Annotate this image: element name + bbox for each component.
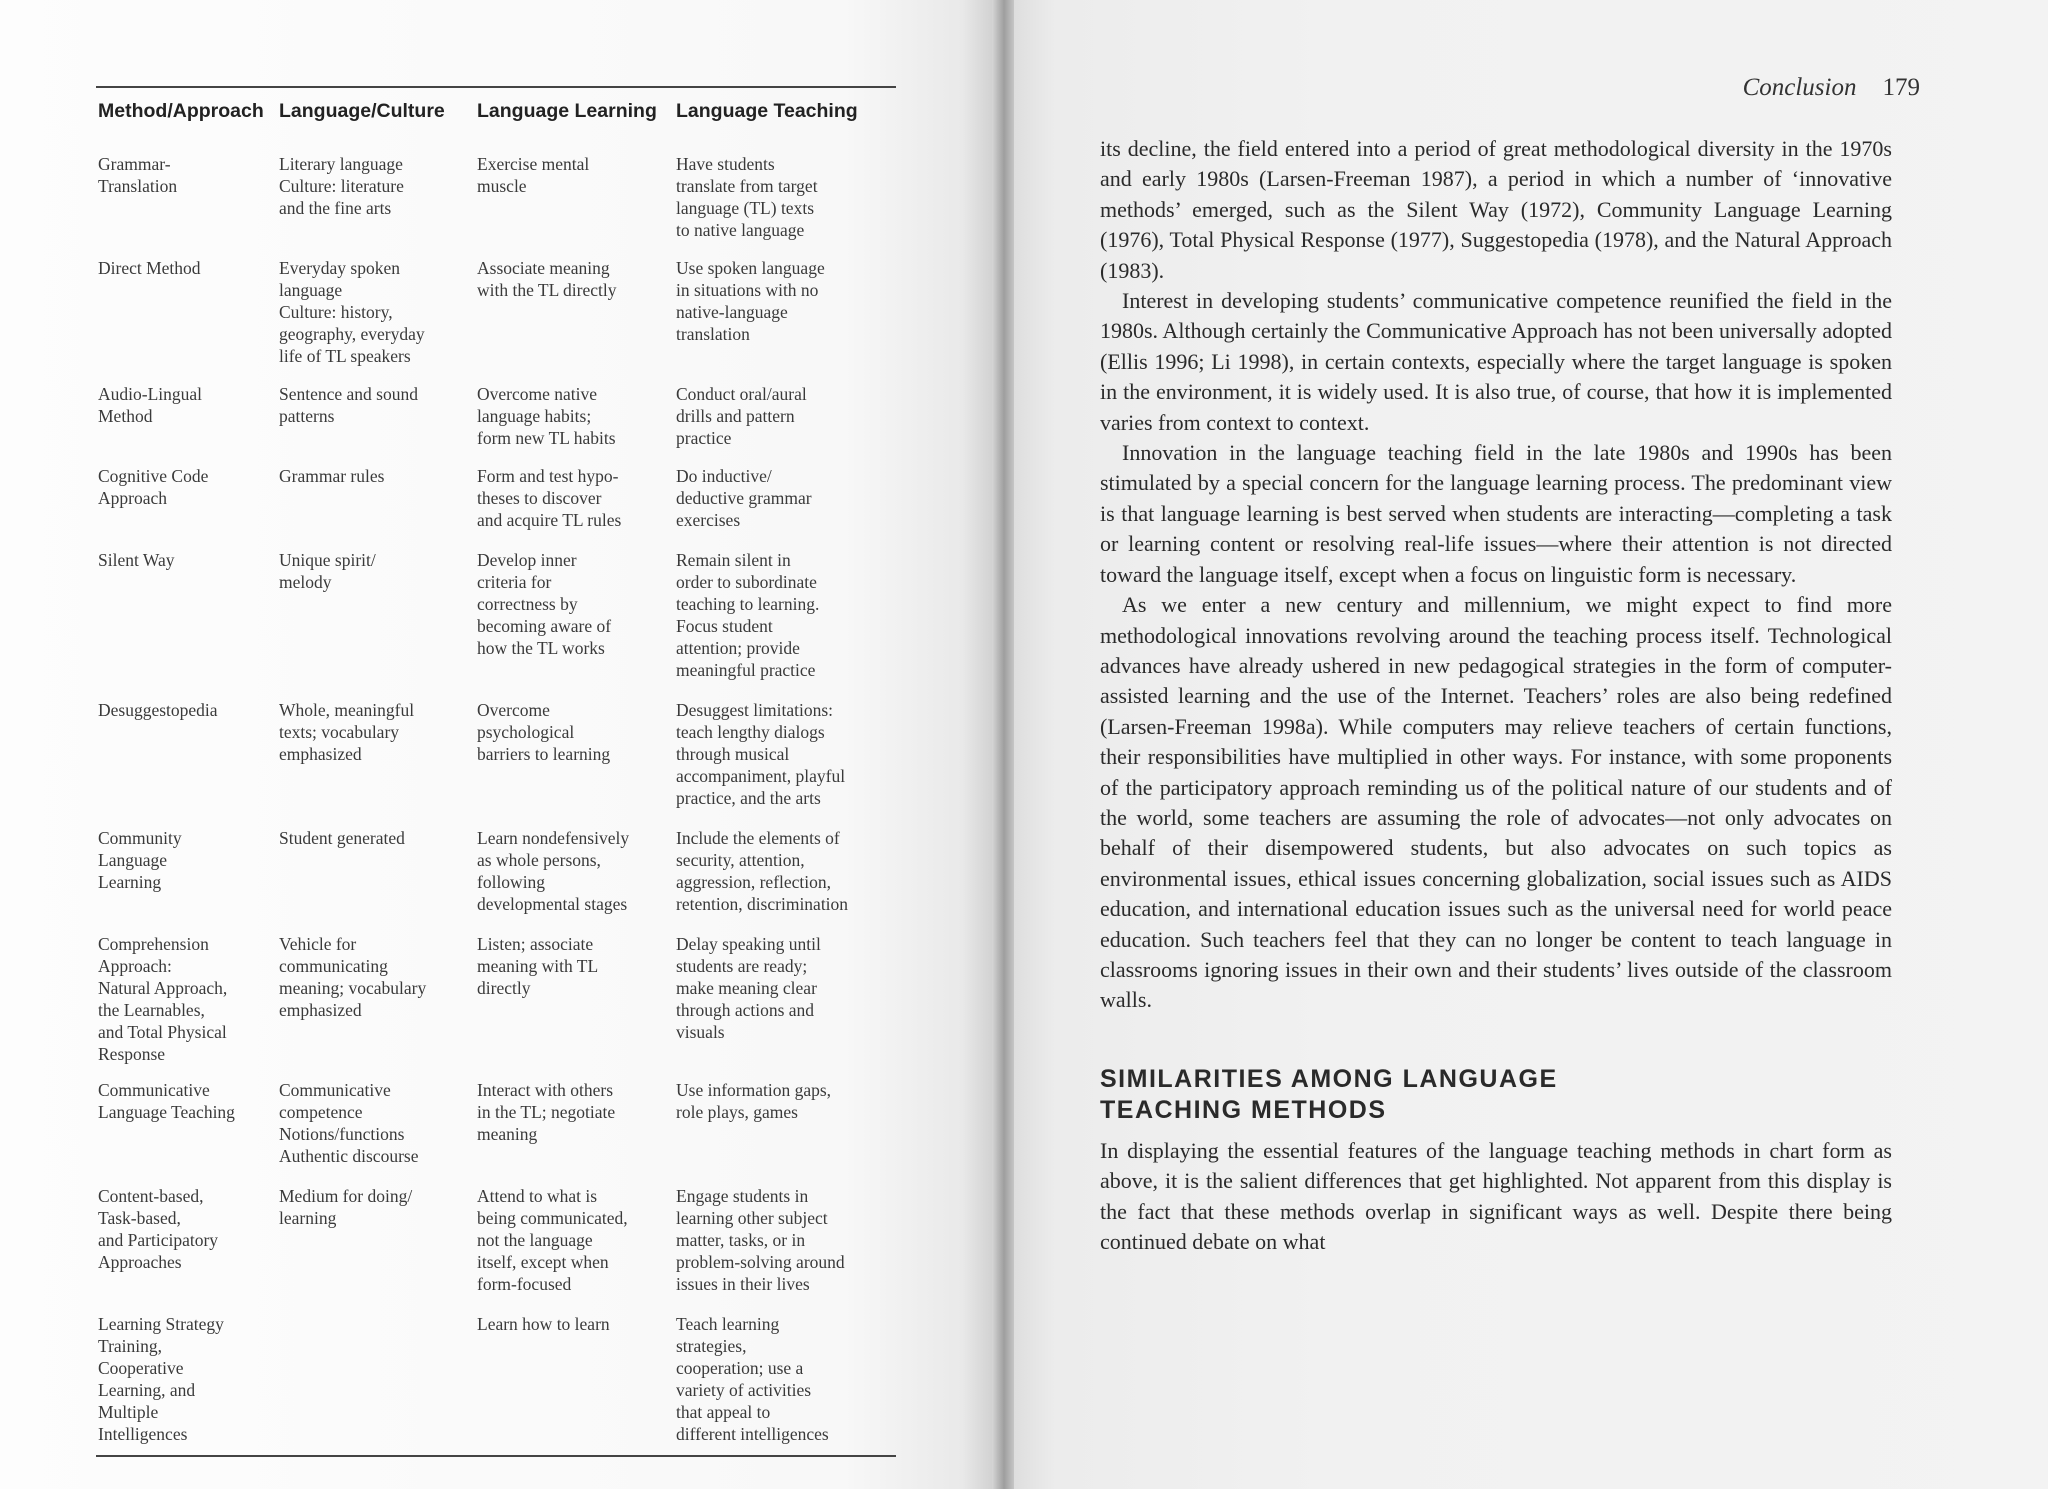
table-row bbox=[96, 1065, 896, 1167]
language-learning-cell: Associate meaning with the TL directly bbox=[477, 258, 617, 300]
language-culture-cell bbox=[277, 1295, 475, 1455]
table-row bbox=[96, 1295, 896, 1455]
language-teaching-cell: Use information gaps, role plays, games bbox=[676, 1080, 832, 1122]
language-culture-cell: Literary language Culture: literature and the fine arts bbox=[279, 154, 404, 218]
paragraph-1: its decline, the field entered into a period of great methodological diversity in the 1970s and early 1980s (Larsen-Freeman 1987), a period in which a number of ‘innovative methods’ emerged, such as the Silent Way (1972), Community Language Learning (1976), Total Physical Response (1977), Suggestopedia (1978), and the Natural Approach (1983). bbox=[1100, 136, 1892, 283]
method-cell: Cognitive Code Approach bbox=[98, 466, 209, 508]
paragraph-4: As we enter a new century and millennium, we might expect to find more methodological innovations revolving around the teaching process itself. Technological advances have already ushered in new pedagogical strategies in the form of computer-assisted learning and the use of the Internet. Teachers’ roles are also being redefined (Larsen-Freeman 1998a). While computers may relieve teachers of certain functions, their responsibilities have multiplied in other ways. For instance, with some proponents of the participatory approach reminding us of the political nature of our students and of the world, some teachers are assuming the role of advocates—not only advocates on behalf of their disempowered students, but also advocates on such topics as environmental issues, ethical issues concerning globalization, social issues such as AIDS education, and international education issues such as the universal need for world peace education. Such teachers feel that they can no longer be content to teach language in classrooms ignoring issues in their own and their students’ lives outside of the classroom walls. bbox=[1100, 592, 1892, 1013]
method-cell: Communicative Language Teaching bbox=[98, 1080, 235, 1122]
language-teaching-cell: Teach learning strategies, cooperation; use a variety of activities that appeal to different intelligences bbox=[676, 1314, 829, 1444]
section-heading: SIMILARITIES AMONG LANGUAGE TEACHING METHODS bbox=[1100, 1064, 1558, 1124]
table-row bbox=[96, 531, 896, 681]
language-learning-cell: Overcome psychological barriers to learning bbox=[477, 700, 611, 764]
table-row bbox=[96, 681, 896, 809]
language-learning-cell: Attend to what is being communicated, not the language itself, except when form-focused bbox=[477, 1186, 628, 1294]
table-body bbox=[96, 133, 896, 1455]
language-culture-cell: Grammar rules bbox=[279, 466, 385, 486]
language-culture-cell: Medium for doing/ learning bbox=[279, 1186, 413, 1228]
table-row bbox=[96, 809, 896, 915]
language-learning-cell: Overcome native language habits; form new TL habits bbox=[477, 384, 616, 448]
method-cell: Direct Method bbox=[98, 258, 201, 278]
right-page-body bbox=[1100, 134, 1892, 1257]
method-cell: Community Language Learning bbox=[98, 828, 182, 892]
table-row bbox=[96, 449, 896, 531]
header-method-approach: Method/Approach bbox=[98, 100, 264, 122]
table-header-row bbox=[96, 88, 896, 133]
language-culture-cell: Sentence and sound patterns bbox=[279, 384, 418, 426]
language-culture-cell: Whole, meaningful texts; vocabulary emphasized bbox=[279, 700, 415, 764]
language-teaching-cell: Conduct oral/aural drills and pattern practice bbox=[676, 384, 807, 448]
method-cell: Comprehension Approach: Natural Approach, the Learnables, and Total Physical Response bbox=[98, 934, 228, 1064]
paragraph-2: Interest in developing students’ communicative competence reunified the field in the 1980s. Although certainly the Communicative Approach has not been universally adopted (Ellis 1996; Li 1998), in certain contexts, especially where the target language is spoken in the environment, it is widely used. It is also true, of course, that how it is implemented varies from context to context. bbox=[1100, 288, 1892, 435]
language-culture-cell: Student generated bbox=[279, 828, 405, 848]
method-cell: Grammar- Translation bbox=[98, 154, 178, 196]
section-paragraph: In displaying the essential features of the language teaching methods in chart form as above, it is the salient differences that get highlighted. Not apparent from this display is the fact that these methods overlap in significant ways as well. Despite there being continued debate on what bbox=[1100, 1137, 1892, 1254]
language-teaching-cell: Delay speaking until students are ready; make meaning clear through actions and visuals bbox=[676, 934, 821, 1042]
running-head-title: Conclusion bbox=[1742, 74, 1857, 101]
language-learning-cell: Exercise mental muscle bbox=[477, 154, 590, 196]
table-row bbox=[96, 915, 896, 1065]
language-learning-cell: Learn nondefensively as whole persons, following developmental stages bbox=[477, 828, 630, 914]
method-cell: Audio-Lingual Method bbox=[98, 384, 203, 426]
header-language-teaching: Language Teaching bbox=[676, 100, 858, 122]
running-head bbox=[1743, 74, 1920, 102]
method-cell: Silent Way bbox=[98, 550, 175, 570]
language-learning-cell: Interact with others in the TL; negotiate meaning bbox=[477, 1080, 616, 1144]
language-learning-cell: Form and test hypo- theses to discover and acquire TL rules bbox=[477, 466, 622, 530]
header-language-culture: Language/Culture bbox=[279, 100, 445, 122]
language-teaching-cell: Desuggest limitations: teach lengthy dialogs through musical accompaniment, playful practice, and the arts bbox=[676, 700, 846, 808]
language-culture-cell: Vehicle for communicating meaning; vocabulary emphasized bbox=[279, 934, 427, 1020]
language-learning-cell: Develop inner criteria for correctness by becoming aware of how the TL works bbox=[477, 550, 612, 658]
language-teaching-cell: Use spoken language in situations with no native-language translation bbox=[676, 258, 825, 344]
language-culture-cell: Unique spirit/ melody bbox=[279, 550, 376, 592]
table-row bbox=[96, 133, 896, 241]
language-learning-cell: Listen; associate meaning with TL directly bbox=[477, 934, 599, 998]
methods-comparison-table bbox=[96, 88, 896, 1455]
language-learning-cell: Learn how to learn bbox=[477, 1314, 610, 1334]
language-teaching-cell: Do inductive/ deductive grammar exercises bbox=[676, 466, 812, 530]
table-row bbox=[96, 241, 896, 367]
header-language-learning: Language Learning bbox=[477, 100, 657, 122]
methods-table-container bbox=[96, 86, 896, 1457]
language-culture-cell: Communicative competence Notions/functions Authentic discourse bbox=[279, 1080, 419, 1166]
language-teaching-cell: Have students translate from target language (TL) texts to native language bbox=[676, 154, 818, 240]
method-cell: Content-based, Task-based, and Participatory Approaches bbox=[98, 1186, 219, 1272]
language-teaching-cell: Engage students in learning other subject matter, tasks, or in problem-solving around issues in their lives bbox=[676, 1186, 845, 1294]
book-gutter bbox=[992, 0, 1014, 1489]
language-teaching-cell: Remain silent in order to subordinate teaching to learning. Focus student attention; provide meaningful practice bbox=[676, 550, 820, 680]
page-number: 179 bbox=[1882, 74, 1920, 101]
language-teaching-cell: Include the elements of security, attention, aggression, reflection, retention, discrimination bbox=[676, 828, 849, 914]
table-bottom-rule bbox=[96, 1455, 896, 1457]
language-culture-cell: Everyday spoken language Culture: history, geography, everyday life of TL speakers bbox=[279, 258, 425, 366]
table-row bbox=[96, 1167, 896, 1295]
paragraph-3: Innovation in the language teaching field in the late 1980s and 1990s has been stimulated by a special concern for the language learning process. The predominant view is that language learning is best served when students are interacting—completing a task or learning content or resolving real-life issues—where their attention is not directed toward the language itself, except when a focus on linguistic form is necessary. bbox=[1100, 440, 1892, 587]
table-row bbox=[96, 367, 896, 449]
left-page bbox=[0, 0, 992, 1489]
method-cell: Desuggestopedia bbox=[98, 700, 218, 720]
method-cell: Learning Strategy Training, Cooperative Learning, and Multiple Intelligences bbox=[98, 1314, 224, 1444]
